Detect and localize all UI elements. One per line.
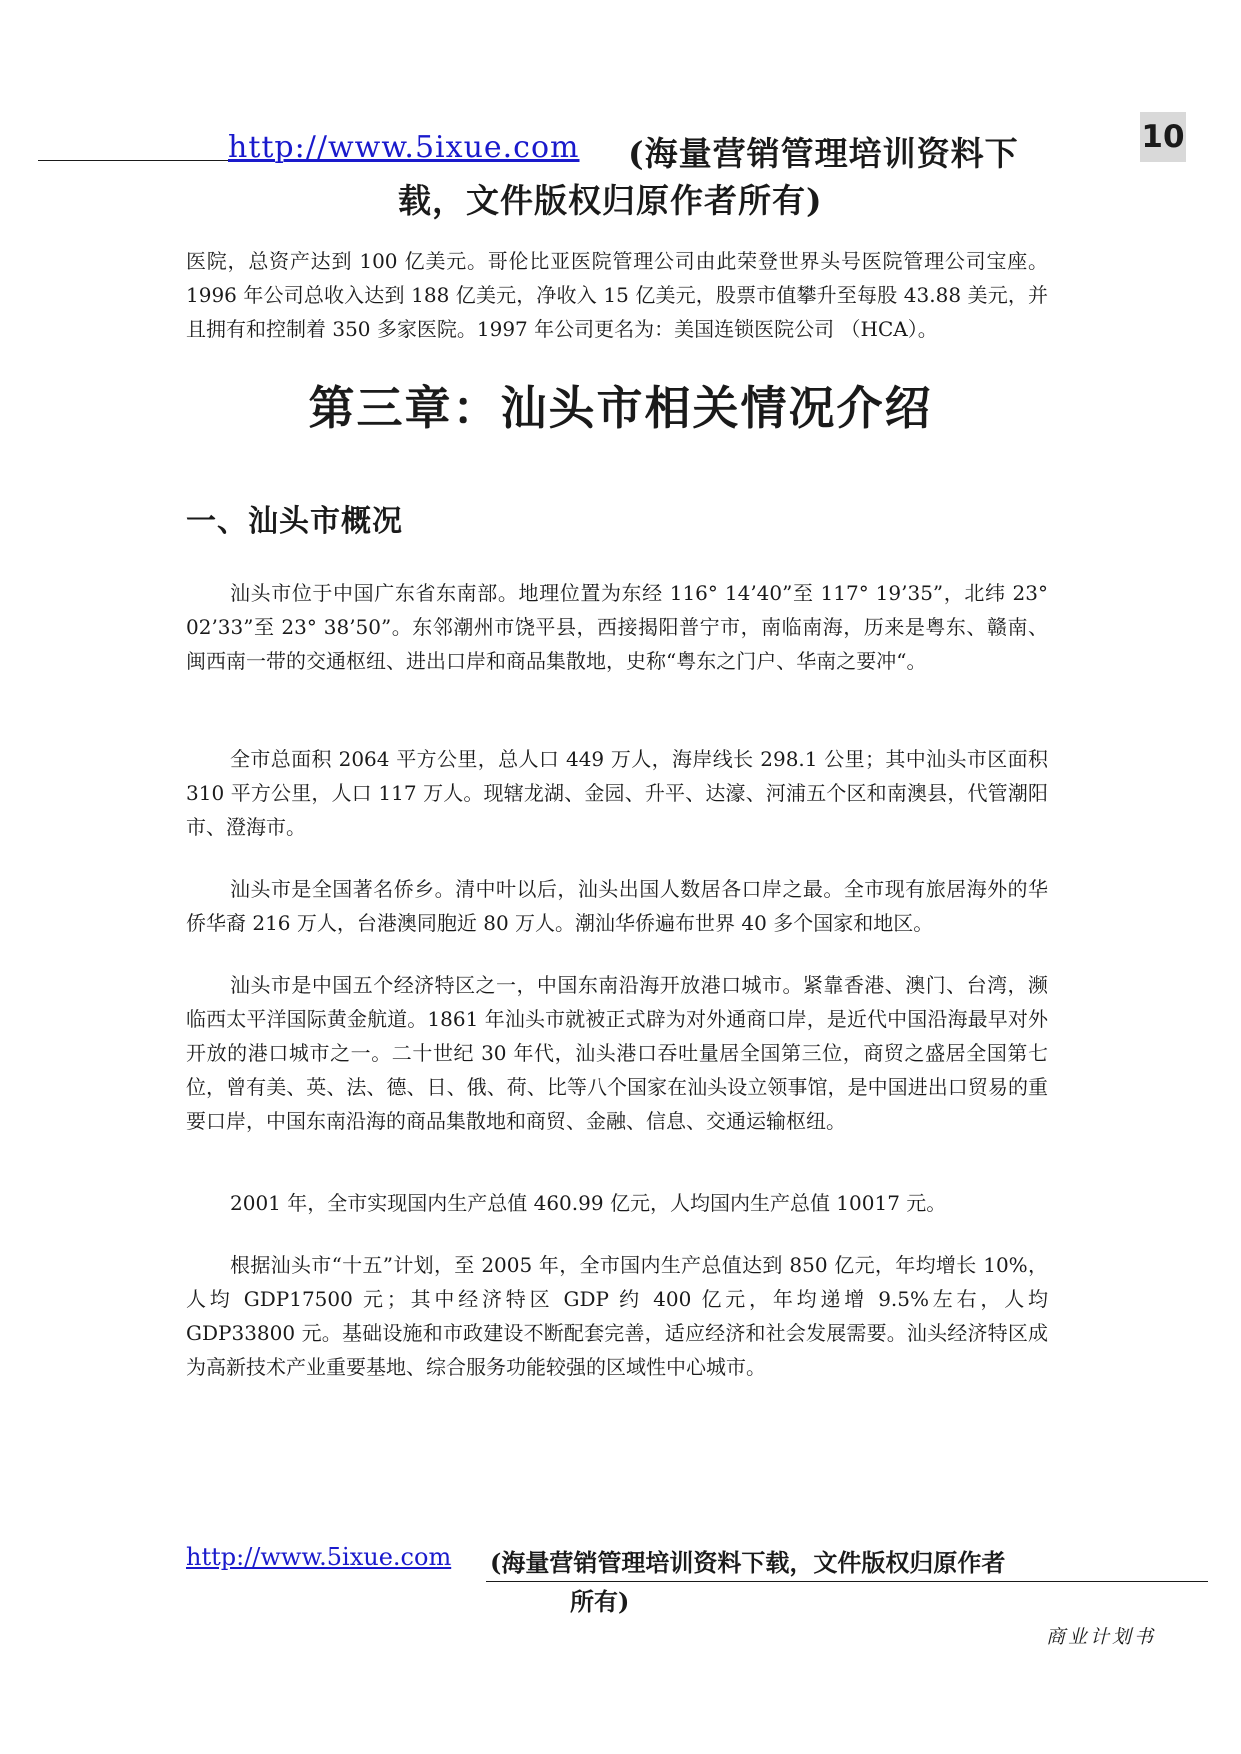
intro-paragraph: 医院，总资产达到 100 亿美元。哥伦比亚医院管理公司由此荣登世界头号医院管理公司宝座。1996 年公司总收入达到 188 亿美元，净收入 15 亿美元，股票市值攀升至每股 43.88 美元，并且拥有和控制着 350 多家医院。1997 年公司更名为：美国连锁医院公司 （HCA）。 <box>186 249 1048 341</box>
paragraph-location: 汕头市位于中国广东省东南部。地理位置为东经 116° 14’40”至 117° 19’35”，北纬 23° 02’33”至 23° 38’50”。东邻潮州市饶平县，西接揭阳普宁市，南临南海，历来是粤东、赣南、闽西南一带的交通枢纽、进出口岸和商品集散地，史称“粤东之门户、华南之要冲“。 <box>186 581 1048 673</box>
header-notice-line2: 载，文件版权归原作者所有) <box>398 181 823 220</box>
footer-document-title: 商业计划书 <box>1046 1626 1157 1648</box>
paragraph-area-population: 全市总面积 2064 平方公里，总人口 449 万人，海岸线长 298.1 公里；其中汕头市区面积 310 平方公里，人口 117 万人。现辖龙湖、金园、升平、达濠、河浦五个区和南澳县，代管潮阳市、澄海市。 <box>186 747 1048 839</box>
paragraph-special-economic-zone: 汕头市是中国五个经济特区之一，中国东南沿海开放港口城市。紧靠香港、澳门、台湾，濒临西太平洋国际黄金航道。1861 年汕头市就被正式辟为对外通商口岸，是近代中国沿海最早对外开放的港口城市之一。二十世纪 30 年代，汕头港口吞吐量居全国第三位，商贸之盛居全国第七位，曾有美、英、法、德、日、俄、荷、比等八个国家在汕头设立领事馆，是中国进出口贸易的重要口岸，中国东南沿海的商品集散地和商贸、金融、信息、交通运输枢纽。 <box>186 973 1048 1133</box>
footer-notice-line1: (海量营销管理培训资料下载，文件版权归原作者 <box>490 1548 1006 1577</box>
section-title: 一、汕头市概况 <box>186 504 403 539</box>
paragraph-overseas-chinese: 汕头市是全国著名侨乡。清中叶以后，汕头出国人数居各口岸之最。全市现有旅居海外的华侨华裔 216 万人，台港澳同胞近 80 万人。潮汕华侨遍布世界 40 多个国家和地区。 <box>186 877 1048 935</box>
chapter-title: 第三章：汕头市相关情况介绍 <box>308 381 933 435</box>
paragraph-five-year-plan: 根据汕头市“十五”计划，至 2005 年，全市国内生产总值达到 850 亿元，年均增长 10%，人均 GDP17500 元；其中经济特区 GDP 约 400 亿元，年均递增 9.5%左右，人均 GDP33800 元。基础设施和市政建设不断配套完善，适应经济和社会发展需要。汕头经济特区成为高新技术产业重要基地、综合服务功能较强的区域性中心城市。 <box>186 1253 1048 1379</box>
footer-url-link[interactable]: http://www.5ixue.com <box>186 1543 452 1571</box>
page-number: 10 <box>1140 112 1186 162</box>
paragraph-gdp-2001: 2001 年，全市实现国内生产总值 460.99 亿元，人均国内生产总值 10017 元。 <box>230 1191 947 1215</box>
footer-notice-line2: 所有) <box>570 1587 630 1616</box>
header-notice-line1: (海量营销管理培训资料下 <box>628 134 1019 173</box>
header-url-link[interactable]: http://www.5ixue.com <box>228 130 580 165</box>
